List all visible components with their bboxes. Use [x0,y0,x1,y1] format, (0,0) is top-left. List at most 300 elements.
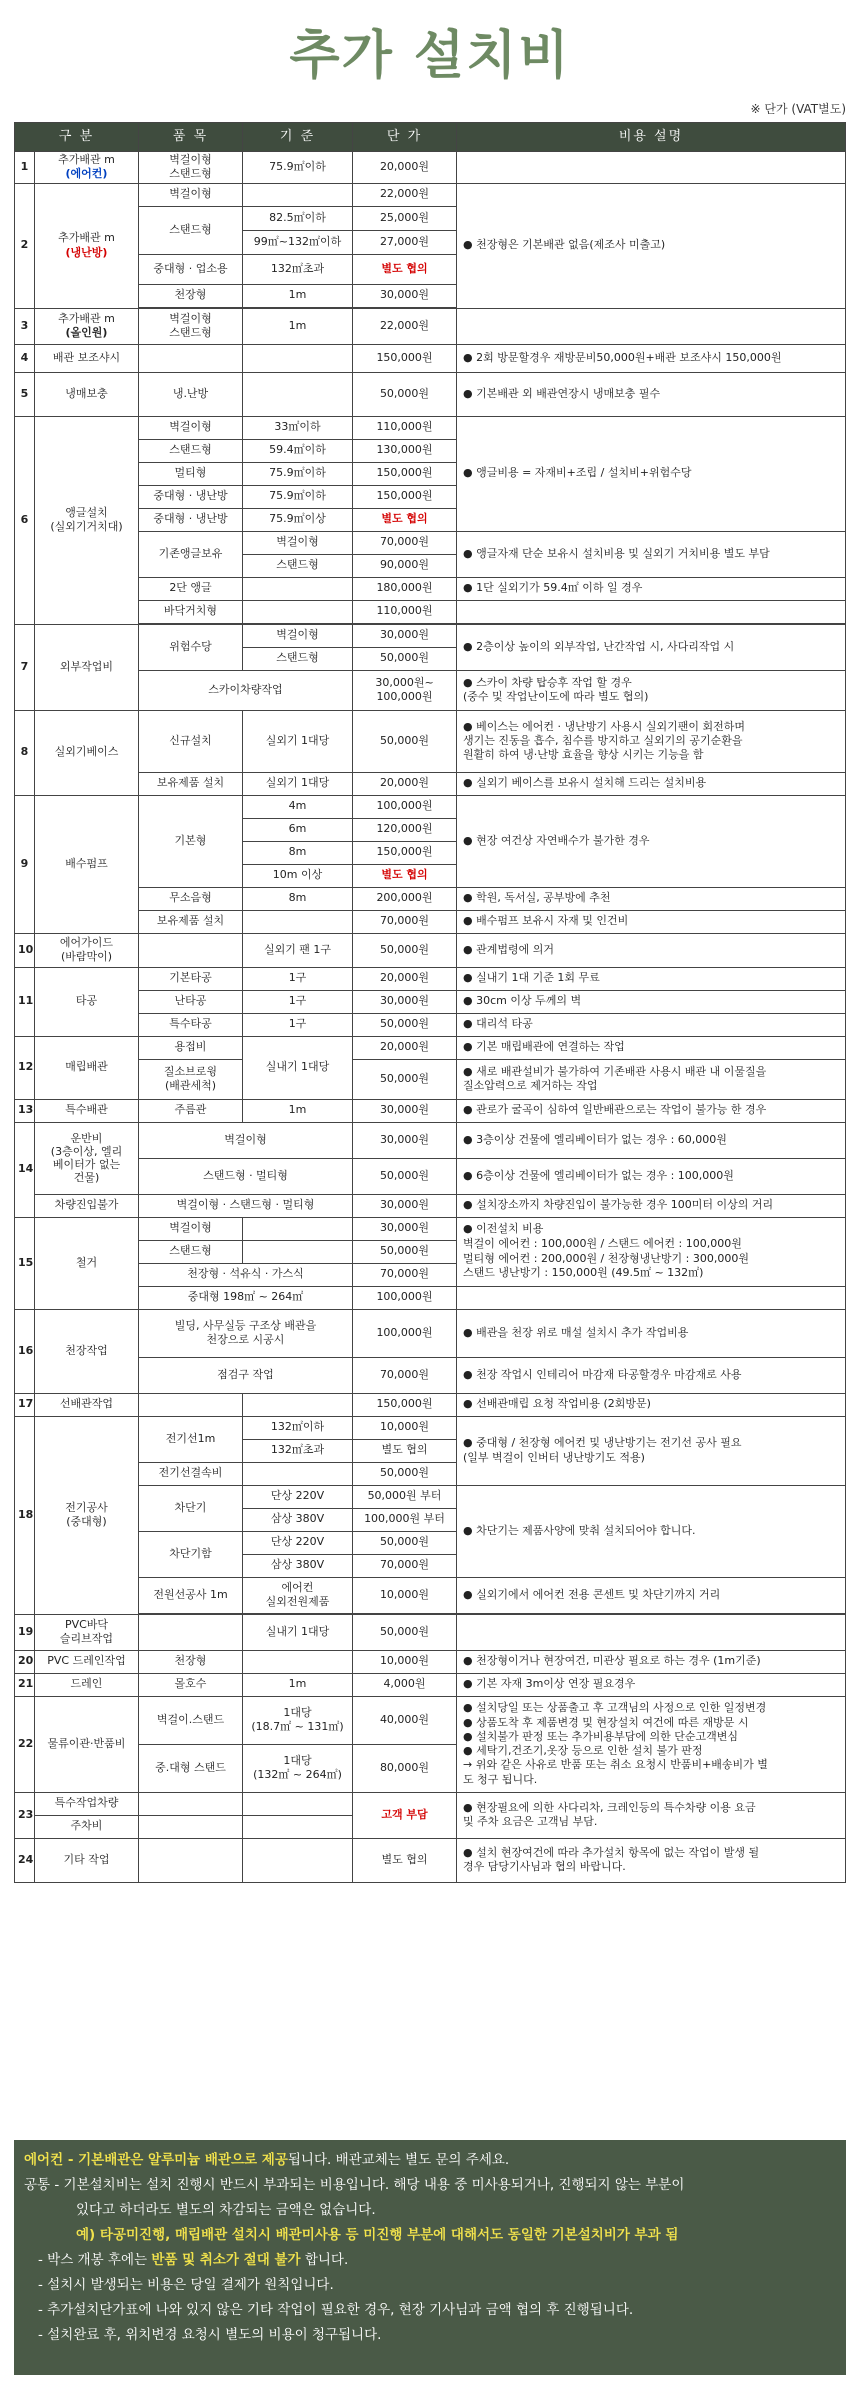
row-category: 전기공사 (중대형) [35,1416,139,1614]
row-item: 전기선1m [139,1416,243,1462]
row-standard: 실외기 1대당 [243,710,353,772]
row-category: 운반비 (3층이상, 엘리 베이터가 없는 건물) [35,1122,139,1194]
notice-label: 에어컨 - [24,2152,79,2168]
row-description: ● 관로가 굴곡이 심하여 일반배관으로는 작업이 불가능 한 경우 [457,1099,846,1122]
row-price: 50,000원 [353,1531,457,1554]
row-category: 특수배관 [35,1099,139,1122]
row-standard: 82.5㎡이하 [243,206,353,230]
row-description: ● 선배관매립 요청 작업비용 (2회방문) [457,1393,846,1416]
row-price: 별도 협의 [353,1838,457,1882]
row-item: 벽걸이형 · 스탠드형 · 멀티형 [139,1194,353,1217]
notice-box [14,2140,846,2375]
row-item: 점검구 작업 [139,1357,353,1393]
table-row [15,1416,846,1439]
row-standard [243,577,353,600]
row-standard: 스탠드형 [243,647,353,670]
row-standard: 스탠드형 [243,554,353,577]
row-category: PVC바닥 슬리브작업 [35,1614,139,1650]
table-row [15,1059,846,1099]
row-price: 90,000원 [353,554,457,577]
notice-line [24,2148,836,2173]
row-price: 25,000원 [353,206,457,230]
row-description: ● 기본 매립배관에 연결하는 작업 [457,1036,846,1059]
row-item: 주름관 [139,1099,243,1122]
row-item: 용접비 [139,1036,243,1059]
row-item: 보유제품 설치 [139,772,243,795]
row-number: 18 [15,1416,35,1614]
row-item [139,1393,243,1416]
row-description: ● 현장 여건상 자연배수가 불가한 경우 [457,795,846,887]
row-item: 스탠드형 · 멀티형 [139,1158,353,1194]
category-sub: (냉난방) [65,245,108,259]
row-description: ● 스카이 차량 탑승후 작업 할 경우 (중수 및 작업난이도에 따라 별도 협의) [457,670,846,710]
row-standard: 1m [243,284,353,307]
row-description [457,1614,846,1650]
row-number: 12 [15,1036,35,1099]
table-row [15,416,846,439]
row-item: 냉.난방 [139,372,243,416]
row-item [139,1815,243,1838]
row-price: 50,000원 [353,1462,457,1485]
row-standard: 8m [243,887,353,910]
table-row [15,1696,846,1744]
row-item: 몰호수 [139,1673,243,1696]
row-item: 중대형 198㎡ ~ 264㎡ [139,1286,353,1309]
row-price: 50,000원 [353,1013,457,1036]
row-item: 스카이차량작업 [139,670,353,710]
row-item: 기본타공 [139,967,243,990]
table-row [15,795,846,818]
table-row [15,1122,846,1158]
row-description: ● 2층이상 높이의 외부작업, 난간작업 시, 사다리작업 시 [457,624,846,670]
row-item: 중대형 · 냉난방 [139,508,243,531]
row-number: 24 [15,1838,35,1882]
row-item: 차단기함 [139,1531,243,1577]
row-description: ● 3층이상 건물에 엘리베이터가 없는 경우 : 60,000원 [457,1122,846,1158]
row-price: 180,000원 [353,577,457,600]
row-item: 중.대형 스탠드 [139,1744,243,1792]
row-description: ● 30cm 이상 두께의 벽 [457,990,846,1013]
row-standard: 75.9㎡이하 [243,152,353,184]
row-description: ● 배관을 천장 위로 매설 설치시 추가 작업비용 [457,1309,846,1357]
row-standard [243,1240,353,1263]
table-row [15,710,846,772]
row-category: 외부작업비 [35,624,139,710]
row-description [457,1286,846,1309]
row-standard: 75.9㎡이하 [243,462,353,485]
row-number: 9 [15,795,35,933]
row-standard: 실외기 1대당 [243,772,353,795]
row-standard: 벽걸이형 [243,531,353,554]
page-title-wrap [0,0,860,100]
row-category: 천장작업 [35,1309,139,1393]
row-standard [243,344,353,372]
row-description: ● 1단 실외기가 59.4㎡ 이하 일 경우 [457,577,846,600]
row-price: 130,000원 [353,439,457,462]
row-price: 200,000원 [353,887,457,910]
table-row [15,372,846,416]
table-row [15,531,846,554]
table-row [15,1099,846,1122]
row-standard: 75.9㎡이하 [243,485,353,508]
row-category: 타공 [35,967,139,1036]
table-row [15,1013,846,1036]
row-standard: 1m [243,308,353,344]
row-number: 23 [15,1792,35,1838]
row-description: ● 이전설치 비용 벽걸이 에어컨 : 100,000원 / 스탠드 에어컨 : 100,000원 멀티형 에어컨 : 200,000원 / 천장형냉난방기 : 300,000원 스탠드 냉난방기 : 150,000원 (49.5㎡ ~ 132㎡) [457,1217,846,1286]
row-description [457,308,846,344]
row-item: 중대형 · 업소용 [139,254,243,284]
row-item: 벽걸이형 [139,416,243,439]
row-price: 20,000원 [353,967,457,990]
notice-text: 됩니다. 배관교체는 별도 문의 주세요. [287,2152,510,2168]
row-description: ● 학원, 독서실, 공부방에 추천 [457,887,846,910]
row-price: 100,000원 [353,795,457,818]
table-row [15,1357,846,1393]
row-number: 15 [15,1217,35,1309]
row-price: 50,000원 [353,933,457,967]
category-text: 추가배관 m [58,231,115,245]
notice-line: 예) 타공미진행, 매립배관 설치시 배관미사용 등 미진행 부분에 대해서도 동일한 기본설치비가 부과 됨 [76,2227,679,2243]
header-price: 단 가 [353,123,457,152]
row-price: 70,000원 [353,1357,457,1393]
row-item: 2단 앵글 [139,577,243,600]
row-number: 10 [15,933,35,967]
row-price: 22,000원 [353,308,457,344]
row-standard [243,1217,353,1240]
row-standard [243,600,353,623]
table-row [15,1614,846,1650]
category-sub: (에어컨) [65,167,108,181]
row-standard: 132㎡초과 [243,1439,353,1462]
row-price: 70,000원 [353,531,457,554]
row-price: 110,000원 [353,416,457,439]
row-category: 물류이관·반품비 [35,1696,139,1792]
table-row [15,1838,846,1882]
row-item: 빌딩, 사무실등 구조상 배관을 천장으로 시공시 [139,1309,353,1357]
row-item: 벽걸이형 [139,183,243,206]
row-standard: 132㎡이하 [243,1416,353,1439]
row-description: ● 실외기에서 에어컨 전용 콘센트 및 차단기까지 거리 [457,1577,846,1613]
row-number: 11 [15,967,35,1036]
row-standard: 59.4㎡이하 [243,439,353,462]
row-price: 70,000원 [353,910,457,933]
row-description: ● 현장필요에 의한 사다리차, 크레인등의 특수차량 이용 요금 및 주차 요금은 고객님 부담. [457,1792,846,1838]
row-standard [243,372,353,416]
row-item: 멀티형 [139,462,243,485]
row-standard: 132㎡초과 [243,254,353,284]
row-price: 4,000원 [353,1673,457,1696]
table-row [15,577,846,600]
row-item: 기존앵글보유 [139,531,243,577]
row-item [139,1838,243,1882]
notice-line: 있다고 하더라도 별도의 차감되는 금액은 없습니다. [76,2202,376,2218]
row-price: 별도 협의 [353,254,457,284]
row-category: 특수작업차량 [35,1792,139,1815]
row-category: 차량진입불가 [35,1194,139,1217]
row-standard [243,1393,353,1416]
row-category: PVC 드레인작업 [35,1650,139,1673]
table-row [15,1194,846,1217]
row-price: 50,000원 [353,372,457,416]
row-number: 6 [15,416,35,624]
row-description: ● 2회 방문할경우 재방문비50,000원+배관 보조샤시 150,000원 [457,344,846,372]
row-description: ● 차단기는 제품사양에 맞춰 설치되어야 합니다. [457,1485,846,1577]
row-category: 냉매보충 [35,372,139,416]
row-standard [243,1462,353,1485]
row-standard: 99㎡~132㎡이하 [243,230,353,254]
price-table [14,122,846,1883]
row-standard [243,1838,353,1882]
row-description: ● 관계법령에 의거 [457,933,846,967]
row-item: 바닥거치형 [139,600,243,623]
row-standard [243,1792,353,1815]
row-standard: 에어컨 실외전원제품 [243,1577,353,1613]
row-price: 50,000원 [353,1059,457,1099]
notice-text: 합니다. [300,2252,349,2268]
row-description: ● 실내기 1대 기준 1회 무료 [457,967,846,990]
notice-line: 공통 - 기본설치비는 설치 진행시 반드시 부과되는 비용입니다. 해당 내용 중 미사용되거나, 진행되지 않는 부분이 [24,2177,685,2193]
row-number: 8 [15,710,35,795]
notice-line: - 설치완료 후, 위치변경 요청시 별도의 비용이 청구됩니다. [38,2327,382,2343]
row-standard: 벽걸이형 [243,624,353,647]
row-standard: 75.9㎡이상 [243,508,353,531]
header-description: 비용 설명 [457,123,846,152]
row-standard: 1구 [243,990,353,1013]
row-number: 22 [15,1696,35,1792]
row-item [139,1614,243,1650]
header-standard: 기 준 [243,123,353,152]
row-price: 150,000원 [353,462,457,485]
row-item: 전원선공사 1m [139,1577,243,1613]
table-row [15,1036,846,1059]
row-item: 스탠드형 [139,206,243,254]
row-category: 실외기베이스 [35,710,139,795]
table-row [15,1792,846,1815]
row-price: 110,000원 [353,600,457,623]
row-standard: 1m [243,1099,353,1122]
row-description [457,152,846,184]
row-item: 질소브로윙 (배관세척) [139,1059,243,1099]
table-row [15,990,846,1013]
category-sub: (올인원) [65,326,108,340]
table-row [15,1158,846,1194]
row-standard: 삼상 380V [243,1554,353,1577]
row-description: ● 천장형은 기본배관 없음(제조사 미출고) [457,183,846,308]
row-description: ● 앵글비용 = 자재비+조립 / 설치비+위험수당 [457,416,846,531]
row-standard: 삼상 380V [243,1508,353,1531]
row-number: 5 [15,372,35,416]
table-row [15,1673,846,1696]
row-price: 20,000원 [353,1036,457,1059]
row-description: ● 6층이상 건물에 엘리베이터가 없는 경우 : 100,000원 [457,1158,846,1194]
notice-line [24,2248,836,2273]
row-description: ● 앵글자재 단순 보유시 설치비용 및 실외기 거치비용 별도 부담 [457,531,846,577]
row-price: 30,000원 [353,990,457,1013]
row-item: 벽걸이형 [139,1217,243,1240]
header-category: 구 분 [15,123,139,152]
row-number: 7 [15,624,35,710]
row-standard: 1대당 (132㎡ ~ 264㎡) [243,1744,353,1792]
row-number: 16 [15,1309,35,1393]
row-standard [243,1650,353,1673]
row-category: 배관 보조샤시 [35,344,139,372]
row-description: ● 실외기 베이스를 보유시 설치해 드리는 설치비용 [457,772,846,795]
table-row [15,933,846,967]
row-standard: 1구 [243,1013,353,1036]
header-item: 품 목 [139,123,243,152]
row-item: 천장형 · 석유식 · 가스식 [139,1263,353,1286]
row-standard: 33㎡이하 [243,416,353,439]
row-standard: 단상 220V [243,1531,353,1554]
row-item [139,1792,243,1815]
row-price: 30,000원~ 100,000원 [353,670,457,710]
row-price: 20,000원 [353,772,457,795]
row-description: ● 설치 현장여건에 따라 추가설치 항목에 없는 작업이 발생 될 경우 담당기사님과 협의 바랍니다. [457,1838,846,1882]
row-price: 150,000원 [353,485,457,508]
row-category [35,308,139,344]
row-item: 신규설치 [139,710,243,772]
row-standard: 실외기 팬 1구 [243,933,353,967]
row-standard: 4m [243,795,353,818]
row-standard [243,1815,353,1838]
row-price: 50,000원 [353,1614,457,1650]
table-row [15,1393,846,1416]
row-price: 별도 협의 [353,1439,457,1462]
row-item [139,933,243,967]
table-row [15,1309,846,1357]
table-row [15,308,846,344]
row-item: 위험수당 [139,624,243,670]
row-price: 30,000원 [353,1217,457,1240]
row-item: 천장형 [139,1650,243,1673]
row-description: ● 기본 자재 3m이상 연장 필요경우 [457,1673,846,1696]
row-category: 기타 작업 [35,1838,139,1882]
row-price: 고객 부담 [353,1792,457,1838]
table-row [15,910,846,933]
row-standard: 1구 [243,967,353,990]
table-row [15,1577,846,1613]
row-price: 27,000원 [353,230,457,254]
row-price: 70,000원 [353,1263,457,1286]
row-description: ● 베이스는 에어컨 · 냉난방기 사용시 실외기팬이 회전하며 생기는 진동을 흡수, 침수를 방지하고 실외기의 공기순환을 원활히 하여 냉·난방 효율을 향상 시키는 기능을 함 [457,710,846,772]
row-price: 22,000원 [353,183,457,206]
row-description: ● 새로 배관설비가 불가하여 기존배관 사용시 배관 내 이물질을 질소압력으로 제거하는 작업 [457,1059,846,1099]
row-standard: 10m 이상 [243,864,353,887]
table-row [15,670,846,710]
row-standard [243,910,353,933]
notice-highlight: 반품 및 취소가 절대 불가 [151,2252,301,2268]
table-row [15,624,846,647]
row-item: 벽걸이형 [139,1122,353,1158]
row-number: 1 [15,152,35,184]
row-price: 30,000원 [353,1099,457,1122]
row-category: 에어가이드 (바람막이) [35,933,139,967]
row-price: 120,000원 [353,818,457,841]
row-price: 30,000원 [353,624,457,647]
page-title: 추가 설치비 [289,25,571,86]
row-price: 50,000원 [353,1240,457,1263]
table-row [15,887,846,910]
table-row [15,183,846,206]
row-standard: 6m [243,818,353,841]
row-number: 17 [15,1393,35,1416]
row-number: 3 [15,308,35,344]
row-item: 벽걸이형 스탠드형 [139,152,243,184]
row-standard: 1m [243,1673,353,1696]
row-category: 배수펌프 [35,795,139,933]
row-category [35,152,139,184]
row-price: 10,000원 [353,1577,457,1613]
row-number: 13 [15,1099,35,1122]
row-item: 천장형 [139,284,243,307]
row-number: 14 [15,1122,35,1217]
table-row [15,1650,846,1673]
table-header [15,123,846,152]
notice-highlight: 기본배관은 알루미늄 배관으로 제공 [78,2152,288,2168]
row-price: 10,000원 [353,1650,457,1673]
row-price: 20,000원 [353,152,457,184]
row-standard: 실내기 1대당 [243,1614,353,1650]
row-description: ● 설치당일 또는 상품출고 후 고객님의 사정으로 인한 일정변경 ● 상품도착 후 제품변경 및 현장설치 여건에 따른 재방문 시 ● 설치불가 판정 또는 추가비용부담에 의한 단순고객변심 ● 세탁기,건조기,옷장 등으로 인한 설치 불가 판정 → 위와 같은 사유로 반품 또는 취소 요청시 반품비+배송비가 별 도 청구 됩니다. [457,1696,846,1792]
row-price: 100,000원 [353,1286,457,1309]
row-description: ● 중대형 / 천장형 에어컨 및 냉난방기는 전기선 공사 필요 (일부 벽걸이 인버터 냉난방기도 적용) [457,1416,846,1485]
row-category: 앵글설치 (실외기거치대) [35,416,139,624]
row-item: 스탠드형 [139,1240,243,1263]
row-category: 철거 [35,1217,139,1309]
row-price: 70,000원 [353,1554,457,1577]
row-item: 특수타공 [139,1013,243,1036]
notice-line: - 설치시 발생되는 비용은 당일 결제가 원칙입니다. [38,2277,334,2293]
row-number: 19 [15,1614,35,1650]
table-row [15,344,846,372]
table-row [15,772,846,795]
row-standard: 단상 220V [243,1485,353,1508]
row-item: 스탠드형 [139,439,243,462]
row-category: 드레인 [35,1673,139,1696]
row-item: 무소음형 [139,887,243,910]
row-price: 30,000원 [353,1194,457,1217]
row-price: 80,000원 [353,1744,457,1792]
table-row [15,1217,846,1240]
row-category: 주차비 [35,1815,139,1838]
table-row [15,1286,846,1309]
row-price: 40,000원 [353,1696,457,1744]
row-number: 21 [15,1673,35,1696]
row-item: 중대형 · 냉난방 [139,485,243,508]
row-description: ● 천장형이거나 현장여건, 미관상 필요로 하는 경우 (1m기준) [457,1650,846,1673]
row-item: 벽걸이형 스탠드형 [139,308,243,344]
row-description: ● 배수펌프 보유시 자재 및 인건비 [457,910,846,933]
row-number: 4 [15,344,35,372]
row-price: 100,000원 [353,1309,457,1357]
row-price: 50,000원 부터 [353,1485,457,1508]
row-price: 별도 협의 [353,508,457,531]
row-price: 100,000원 부터 [353,1508,457,1531]
row-standard: 실내기 1대당 [243,1036,353,1099]
row-price: 150,000원 [353,344,457,372]
table-row [15,600,846,623]
row-price: 50,000원 [353,710,457,772]
notice-line: - 추가설치단가표에 나와 있지 않은 기타 작업이 필요한 경우, 현장 기사님과 금액 협의 후 진행됩니다. [38,2302,634,2318]
row-category: 선배관작업 [35,1393,139,1416]
row-price: 50,000원 [353,1158,457,1194]
row-standard: 8m [243,841,353,864]
row-description: ● 대리석 타공 [457,1013,846,1036]
category-text: 추가배관 m [58,311,115,325]
notice-text: - 박스 개봉 후에는 [38,2252,152,2268]
row-item: 벽걸이.스탠드 [139,1696,243,1744]
